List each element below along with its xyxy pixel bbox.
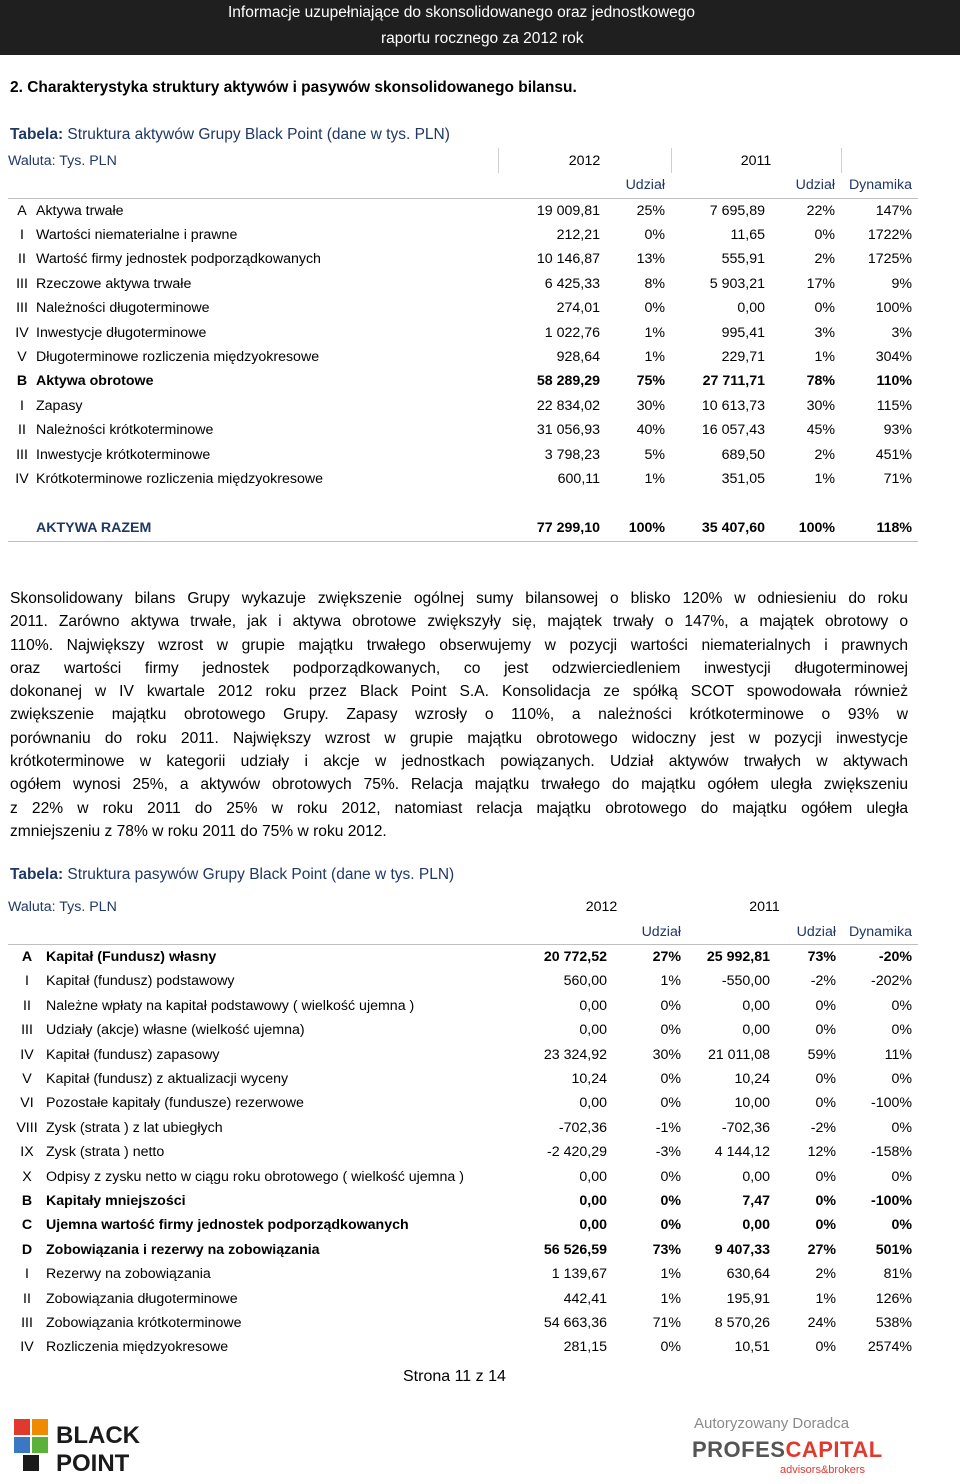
assets-cell-name: Inwestycje długoterminowe [36, 324, 207, 341]
assets-table [8, 148, 918, 542]
assets-total-share-2012: 100% [606, 516, 671, 542]
assets-cell-dyn: 147% [875, 202, 913, 219]
paragraph-line: krótkoterminowe w kategorii udziały i akcje w jednostkach powiązanych. Udział aktywów trwałych w aktywach [10, 753, 908, 771]
liabilities-cell-dyn: 0% [891, 1071, 913, 1088]
liabilities-cell-s2011: 24% [807, 1314, 837, 1331]
liabilities-cell-v2012: 23 324,92 [543, 1046, 607, 1063]
liabilities-cell-v2012: 56 526,59 [543, 1241, 607, 1258]
assets-cell-s2011: 2% [814, 446, 836, 463]
assets-cell-s2012: 25% [636, 202, 665, 219]
liabilities-dynamics: Dynamika [842, 919, 918, 944]
liabilities-table [8, 895, 918, 1360]
assets-cell-v2012: 31 056,93 [536, 422, 600, 439]
liabilities-cell-s2011: 1% [815, 1290, 837, 1307]
liabilities-cell-dyn: 126% [875, 1290, 913, 1307]
assets-cell-v2012: 1 022,76 [544, 324, 600, 341]
liabilities-cell-name: Kapitały mniejszości [46, 1192, 186, 1209]
liabilities-cell-dyn: 0% [891, 1022, 913, 1039]
assets-cell-s2012: 8% [644, 275, 665, 292]
liabilities-cell-dyn: -202% [871, 973, 913, 990]
assets-cell-v2012: 22 834,02 [536, 397, 600, 414]
liabilities-cell-s2011: -2% [810, 973, 837, 990]
liabilities-cell-dyn: -100% [871, 1095, 913, 1112]
assets-cell-name: Wartości niematerialne i prawne [36, 227, 238, 244]
liabilities-cell-name: Odpisy z zysku netto w ciągu roku obrotowego ( wielkość ujemna ) [46, 1168, 464, 1185]
assets-cell-dyn: 1722% [867, 227, 913, 244]
assets-cell-name: Inwestycje krótkoterminowe [36, 446, 211, 463]
assets-cell-code: II [18, 422, 26, 439]
paragraph-line: dokonanej w IV kwartale 2012 roku przez Black Point S.A. Konsolidacja ze spółką SCOT spowodowała również [10, 683, 908, 701]
paragraph-line: ogółem wynosi 25%, a aktywów obrotowych 75%. Relacja majątku trwałego do majątku ogółem uległa zwiększeniu [10, 776, 908, 794]
assets-year-2011: 2011 [671, 148, 841, 173]
liabilities-cell-v2011: 630,64 [726, 1266, 770, 1283]
liabilities-row [8, 1286, 918, 1310]
liabilities-row [8, 1311, 918, 1335]
liabilities-cell-code: III [21, 1022, 33, 1039]
assets-cell-dyn: 3% [891, 324, 913, 341]
assets-cell-v2012: 3 798,23 [544, 446, 600, 463]
liabilities-cell-s2012: 0% [660, 1095, 681, 1112]
assets-cell-v2011: 351,05 [721, 470, 765, 487]
assets-cell-s2012: 13% [636, 251, 665, 268]
assets-cell-v2011: 27 711,71 [702, 373, 765, 390]
liabilities-row [8, 994, 918, 1018]
liabilities-cell-v2012: 442,41 [563, 1290, 607, 1307]
assets-currency: Waluta: Tys. PLN [8, 152, 117, 169]
logo-right-b: CAPITAL [785, 1437, 883, 1462]
assets-cell-v2011: 11,65 [730, 227, 765, 244]
assets-row [8, 296, 918, 320]
liabilities-cell-name: Zobowiązania długoterminowe [46, 1290, 238, 1307]
liabilities-cell-v2012: 0,00 [579, 1217, 607, 1234]
liabilities-cell-v2011: 25 992,81 [706, 949, 770, 966]
liabilities-cell-v2012: 20 772,52 [543, 949, 607, 966]
assets-cell-v2011: 0,00 [737, 300, 765, 317]
liabilities-cell-s2012: -1% [655, 1119, 681, 1136]
liabilities-cell-dyn: 81% [883, 1266, 913, 1283]
liabilities-cell-name: Zobowiązania krótkoterminowe [46, 1314, 242, 1331]
liabilities-cell-name: Pozostałe kapitały (fundusze) rezerwowe [46, 1095, 304, 1112]
liabilities-cell-v2011: -550,00 [721, 973, 770, 990]
assets-row [8, 320, 918, 344]
assets-cell-dyn: 304% [875, 349, 913, 366]
assets-cell-v2012: 274,01 [556, 300, 600, 317]
assets-cell-v2011: 5 903,21 [709, 275, 765, 292]
liabilities-cell-s2012: 0% [660, 1339, 681, 1356]
assets-cell-name: Długoterminowe rozliczenia międzyokresowe [36, 349, 320, 366]
logo-left-line1: BLACK [56, 1422, 140, 1449]
liabilities-cell-s2011: 0% [815, 997, 837, 1014]
paragraph-line: z 22% w roku 2011 do 25% w roku 2012, natomiast relacja majątku obrotowego do majątku ogółem uległa [10, 799, 908, 817]
liabilities-cell-s2011: 12% [807, 1144, 837, 1161]
liabilities-cell-s2012: 1% [660, 973, 681, 990]
liabilities-cell-dyn: 2574% [867, 1339, 913, 1356]
liabilities-cell-name: Ujemna wartość firmy jednostek podporządkowanych [46, 1217, 409, 1234]
liabilities-cell-name: Kapitał (fundusz) podstawowy [46, 973, 235, 990]
assets-cell-dyn: 115% [876, 397, 913, 414]
liabilities-cell-v2011: 0,00 [742, 1168, 770, 1185]
liabilities-caption-text: Struktura pasywów Grupy Black Point (dane w tys. PLN) [63, 866, 455, 883]
assets-cell-s2011: 1% [814, 349, 836, 366]
assets-cell-code: V [17, 349, 27, 366]
liabilities-cell-code: IV [20, 1046, 34, 1063]
liabilities-row [8, 1164, 918, 1188]
liabilities-cell-code: B [21, 1192, 33, 1209]
assets-cell-s2012: 1% [644, 470, 665, 487]
assets-cell-v2012: 19 009,81 [536, 202, 600, 219]
liabilities-year-2011: 2011 [749, 899, 780, 916]
liabilities-cell-s2012: -3% [655, 1144, 681, 1161]
assets-cell-dyn: 71% [883, 470, 913, 487]
assets-cell-code: III [16, 446, 28, 463]
liabilities-cell-s2011: 27% [807, 1241, 837, 1258]
liabilities-row [8, 1042, 918, 1066]
liabilities-cell-s2012: 0% [660, 1217, 681, 1234]
liabilities-cell-v2012: 0,00 [579, 997, 607, 1014]
assets-cell-v2011: 10 613,73 [701, 397, 765, 414]
assets-row [8, 223, 918, 247]
liabilities-cell-name: Zysk (strata ) netto [46, 1144, 165, 1161]
assets-cell-v2012: 10 146,87 [536, 251, 600, 268]
assets-cell-s2011: 22% [806, 202, 836, 219]
liabilities-cell-dyn: 501% [875, 1241, 913, 1258]
liabilities-cell-s2011: 0% [815, 1095, 837, 1112]
liabilities-cell-s2011: 0% [815, 1071, 837, 1088]
liabilities-cell-s2012: 73% [652, 1241, 681, 1258]
assets-caption-text: Struktura aktywów Grupy Black Point (dane w tys. PLN) [63, 126, 450, 143]
assets-cell-name: Należności długoterminowe [36, 300, 210, 317]
liabilities-cell-code: IX [20, 1144, 34, 1161]
liabilities-cell-v2012: 10,24 [571, 1071, 607, 1088]
assets-cell-dyn: 9% [891, 275, 913, 292]
assets-cell-v2011: 229,71 [721, 349, 765, 366]
liabilities-cell-code: VIII [16, 1119, 38, 1136]
assets-row [8, 247, 918, 271]
assets-cell-code: IV [15, 324, 29, 341]
liabilities-caption [10, 866, 454, 884]
liabilities-cell-v2012: 281,15 [563, 1339, 607, 1356]
liabilities-cell-s2011: 0% [815, 1022, 837, 1039]
assets-cell-v2011: 995,41 [721, 324, 765, 341]
assets-cell-code: A [17, 202, 27, 219]
liabilities-cell-v2012: -702,36 [558, 1119, 607, 1136]
liabilities-cell-v2012: 0,00 [579, 1168, 607, 1185]
assets-cell-name: Aktywa trwałe [36, 202, 124, 219]
liabilities-year-2012: 2012 [585, 899, 618, 916]
header-line-2: raportu rocznego za 2012 rok [381, 30, 584, 47]
assets-total-2012: 77 299,10 [498, 516, 606, 542]
black-point-emblem [14, 1419, 48, 1471]
assets-row [8, 394, 918, 418]
liabilities-cell-dyn: 11% [884, 1046, 913, 1063]
liabilities-row [8, 1335, 918, 1359]
assets-cell-s2012: 0% [644, 300, 665, 317]
liabilities-cell-s2012: 27% [652, 949, 681, 966]
liabilities-cell-v2012: -2 420,29 [547, 1144, 607, 1161]
liabilities-cell-s2011: 73% [807, 949, 837, 966]
assets-cell-s2012: 5% [644, 446, 665, 463]
liabilities-row [8, 1238, 918, 1262]
liabilities-row [8, 944, 918, 969]
header-line-1: Informacje uzupełniające do skonsolidowanego oraz jednostkowego [228, 4, 696, 21]
assets-cell-dyn: 110% [876, 373, 913, 390]
liabilities-cell-name: Zysk (strata ) z lat ubiegłych [46, 1119, 223, 1136]
liabilities-cell-s2012: 0% [660, 1071, 681, 1088]
liabilities-row [8, 1116, 918, 1140]
assets-cell-s2011: 1% [814, 470, 836, 487]
liabilities-cell-dyn: 0% [891, 997, 913, 1014]
liabilities-cell-name: Należne wpłaty na kapitał podstawowy ( wielkość ujemna ) [46, 997, 415, 1014]
liabilities-cell-v2011: 10,24 [734, 1071, 770, 1088]
paragraph-line: 110%. Największy wzrost w grupie majątku trwałego obserwujemy w pozycji wartości niematerialnych i prawnych [10, 636, 908, 654]
profescapital-logo [680, 1415, 950, 1477]
assets-cell-s2012: 40% [636, 422, 665, 439]
liabilities-cell-dyn: 0% [891, 1168, 913, 1185]
liabilities-cell-s2012: 0% [660, 1192, 681, 1209]
paragraph-line: zmniejszeniu z 78% w roku 2011 do 75% w roku 2012. [10, 822, 387, 840]
liabilities-row [8, 1018, 918, 1042]
liabilities-cell-s2011: 0% [815, 1217, 837, 1234]
assets-cell-dyn: 93% [883, 422, 913, 439]
liabilities-cell-code: II [23, 1290, 31, 1307]
assets-cell-s2012: 0% [644, 227, 665, 244]
liabilities-row [8, 1140, 918, 1164]
assets-cell-name: Należności krótkoterminowe [36, 422, 214, 439]
assets-caption-label: Tabela: [10, 126, 64, 143]
liabilities-cell-s2012: 71% [652, 1314, 681, 1331]
assets-cell-s2012: 30% [636, 397, 665, 414]
assets-cell-dyn: 100% [875, 300, 913, 317]
liabilities-cell-dyn: 538% [875, 1314, 913, 1331]
liabilities-cell-v2011: 21 011,08 [707, 1046, 770, 1063]
liabilities-cell-dyn: -100% [871, 1192, 913, 1209]
logo-right-tagline: advisors&brokers [780, 1464, 865, 1476]
liabilities-cell-s2012: 1% [660, 1266, 681, 1283]
paragraph-line: 2011. Zarówno aktywa trwałe, jak i aktywa obrotowe zwiększyły się, majątek trwały o 147%, a majątek obrotowy o [10, 613, 908, 631]
page-number: Strona 11 z 14 [403, 1368, 506, 1385]
assets-cell-code: I [20, 227, 24, 244]
liabilities-cell-name: Kapitał (Fundusz) własny [46, 949, 217, 966]
liabilities-share-2012: Udział [613, 919, 687, 944]
liabilities-cell-v2011: 9 407,33 [714, 1241, 770, 1258]
assets-cell-v2012: 600,11 [557, 470, 600, 487]
liabilities-cell-v2011: -702,36 [721, 1119, 770, 1136]
assets-cell-v2011: 555,91 [721, 251, 765, 268]
liabilities-cell-code: III [21, 1314, 33, 1331]
assets-cell-name: Wartość firmy jednostek podporządkowanych [36, 251, 321, 268]
assets-cell-code: B [16, 373, 28, 390]
liabilities-cell-name: Rezerwy na zobowiązania [46, 1266, 211, 1283]
black-point-logo [12, 1415, 212, 1475]
advisor-label: Autoryzowany Doradca [694, 1415, 850, 1432]
assets-cell-s2012: 1% [644, 349, 665, 366]
logo-right-wordmark [692, 1437, 883, 1463]
liabilities-currency: Waluta: Tys. PLN [8, 899, 117, 916]
assets-cell-s2011: 3% [814, 324, 836, 341]
assets-row [8, 369, 918, 393]
liabilities-row [8, 1091, 918, 1115]
assets-cell-name: Zapasy [36, 397, 83, 414]
liabilities-cell-v2011: 4 144,12 [714, 1144, 770, 1161]
assets-share-2011: Udział [771, 173, 841, 198]
liabilities-cell-v2012: 0,00 [579, 1095, 607, 1112]
liabilities-cell-dyn: 0% [891, 1119, 913, 1136]
assets-cell-dyn: 451% [875, 446, 913, 463]
assets-cell-name: Aktywa obrotowe [36, 373, 154, 390]
assets-row [8, 467, 918, 491]
liabilities-cell-code: I [25, 973, 29, 990]
assets-total-2011: 35 407,60 [671, 516, 771, 542]
paragraph-line: porównaniu do roku 2011. Największy wzrost w grupie majątku obrotowego widoczny jest w pozycji inwestycje [10, 729, 908, 747]
assets-cell-code: I [20, 397, 24, 414]
liabilities-row [8, 1189, 918, 1213]
assets-year-2012: 2012 [498, 148, 671, 173]
liabilities-cell-s2011: 0% [815, 1168, 837, 1185]
liabilities-cell-v2011: 8 570,26 [714, 1314, 770, 1331]
liabilities-cell-s2011: 59% [807, 1046, 837, 1063]
assets-row [8, 418, 918, 442]
assets-cell-v2012: 58 289,29 [536, 373, 600, 390]
paragraph-line: oraz wartości firmy jednostek podporządkowanych, co jest odzwierciedleniem inwestycji długoterminowej [10, 659, 908, 677]
liabilities-cell-v2012: 0,00 [579, 1192, 607, 1209]
assets-row [8, 198, 918, 223]
liabilities-cell-v2011: 195,91 [726, 1290, 770, 1307]
liabilities-cell-code: IV [20, 1339, 34, 1356]
assets-cell-dyn: 1725% [867, 251, 913, 268]
assets-total-dynamics: 118% [841, 516, 918, 542]
liabilities-cell-dyn: -20% [878, 949, 913, 966]
assets-cell-v2011: 7 695,89 [709, 202, 765, 219]
liabilities-row [8, 969, 918, 993]
liabilities-share-2011: Udział [776, 919, 842, 944]
liabilities-cell-v2011: 0,00 [742, 997, 770, 1014]
liabilities-cell-code: C [21, 1217, 33, 1234]
liabilities-cell-name: Rozliczenia międzyokresowe [46, 1339, 229, 1356]
assets-cell-code: III [16, 300, 28, 317]
liabilities-cell-s2011: 0% [815, 1339, 837, 1356]
liabilities-cell-code: I [25, 1266, 29, 1283]
assets-cell-v2011: 689,50 [721, 446, 765, 463]
liabilities-cell-code: V [22, 1071, 32, 1088]
liabilities-cell-s2011: -2% [810, 1119, 837, 1136]
liabilities-cell-s2012: 0% [660, 1022, 681, 1039]
assets-cell-s2011: 2% [814, 251, 836, 268]
assets-total-share-2011: 100% [771, 516, 841, 542]
assets-cell-s2011: 0% [814, 227, 836, 244]
assets-row [8, 442, 918, 466]
liabilities-cell-name: Udziały (akcje) własne (wielkość ujemna) [46, 1022, 305, 1039]
assets-cell-s2011: 78% [806, 373, 836, 390]
assets-caption [10, 126, 450, 144]
liabilities-cell-v2012: 560,00 [563, 973, 607, 990]
liabilities-row [8, 1262, 918, 1286]
assets-cell-name: Rzeczowe aktywa trwałe [36, 275, 192, 292]
liabilities-cell-v2011: 7,47 [742, 1192, 770, 1209]
liabilities-cell-code: VI [20, 1095, 34, 1112]
assets-cell-s2011: 45% [806, 422, 836, 439]
liabilities-cell-v2011: 10,00 [734, 1095, 770, 1112]
assets-total-label: AKTYWA RAZEM [36, 516, 498, 542]
liabilities-cell-v2012: 0,00 [579, 1022, 607, 1039]
liabilities-row [8, 1213, 918, 1237]
assets-cell-v2012: 928,64 [556, 349, 600, 366]
liabilities-cell-s2012: 30% [652, 1046, 681, 1063]
liabilities-cell-name: Kapitał (fundusz) zapasowy [46, 1046, 220, 1063]
liabilities-cell-s2012: 1% [660, 1290, 681, 1307]
liabilities-cell-s2011: 0% [815, 1192, 837, 1209]
liabilities-cell-name: Zobowiązania i rezerwy na zobowiązania [46, 1241, 320, 1258]
paragraph-line: zwiększenie majątku obrotowego Grupy. Zapasy wzrosły o 110%, a należności krótkoterminowe o 93% w [10, 706, 908, 724]
liabilities-cell-v2011: 0,00 [742, 1217, 770, 1234]
liabilities-cell-s2011: 2% [815, 1266, 837, 1283]
assets-share-2012: Udział [606, 173, 671, 198]
assets-cell-s2011: 30% [806, 397, 836, 414]
section-title: 2. Charakterystyka struktury aktywów i pasywów skonsolidowanego bilansu. [10, 79, 577, 96]
liabilities-cell-code: D [21, 1241, 33, 1258]
liabilities-cell-name: Kapitał (fundusz) z aktualizacji wyceny [46, 1071, 289, 1088]
liabilities-cell-dyn: -158% [871, 1144, 913, 1161]
assets-cell-s2012: 1% [644, 324, 665, 341]
logo-right-a: PROFES [692, 1437, 786, 1462]
assets-cell-code: IV [15, 470, 29, 487]
liabilities-cell-v2011: 10,51 [734, 1339, 770, 1356]
liabilities-cell-s2012: 0% [660, 1168, 681, 1185]
liabilities-cell-dyn: 0% [891, 1217, 913, 1234]
assets-dynamics: Dynamika [841, 173, 918, 198]
liabilities-cell-v2012: 1 139,67 [551, 1266, 607, 1283]
assets-row [8, 345, 918, 369]
liabilities-cell-v2011: 0,00 [742, 1022, 770, 1039]
liabilities-row [8, 1067, 918, 1091]
assets-cell-s2011: 0% [814, 300, 836, 317]
assets-cell-code: II [18, 251, 26, 268]
assets-cell-v2012: 212,21 [556, 227, 600, 244]
liabilities-cell-code: II [23, 997, 31, 1014]
liabilities-cell-code: A [21, 949, 33, 966]
assets-cell-code: III [16, 275, 28, 292]
analysis-paragraph [10, 587, 908, 843]
assets-cell-name: Krótkoterminowe rozliczenia międzyokresowe [36, 470, 324, 487]
liabilities-cell-v2012: 54 663,36 [543, 1314, 607, 1331]
assets-cell-s2011: 17% [806, 275, 836, 292]
logo-left-line2: POINT [56, 1450, 130, 1475]
assets-row [8, 272, 918, 296]
assets-cell-s2012: 75% [636, 373, 665, 390]
assets-cell-v2011: 16 057,43 [701, 422, 765, 439]
assets-cell-v2012: 6 425,33 [544, 275, 600, 292]
liabilities-cell-code: X [22, 1168, 32, 1185]
paragraph-line: Skonsolidowany bilans Grupy wykazuje zwiększenie ogólnej sumy bilansowej o blisko 120% w odniesieniu do roku [10, 590, 908, 607]
liabilities-caption-label: Tabela: [10, 866, 64, 883]
liabilities-cell-s2012: 0% [660, 997, 681, 1014]
